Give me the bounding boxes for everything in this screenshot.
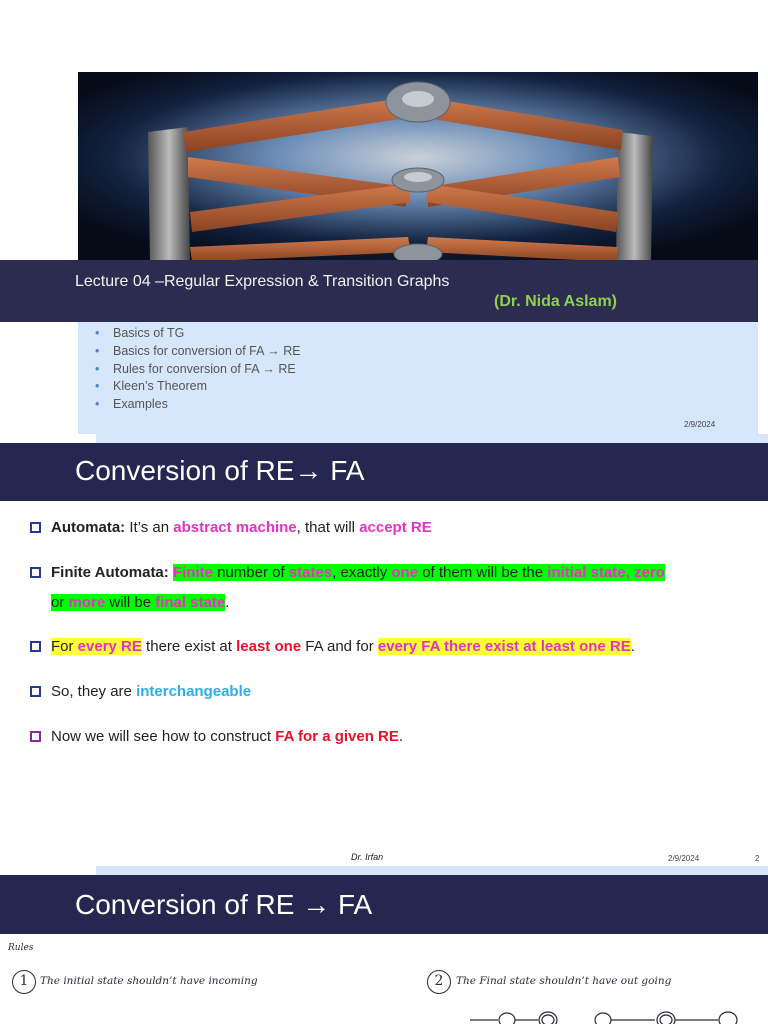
highlight-text: FA for a given RE xyxy=(275,728,399,745)
bullet-every-re xyxy=(51,632,741,662)
highlight-text: every FA there exist at least one RE xyxy=(377,638,631,655)
topic-item: • Basics of TG xyxy=(95,325,301,343)
rules-label: Rules xyxy=(8,943,34,953)
bullet-text: , exactly xyxy=(332,564,392,581)
highlight-text: initial state, zero xyxy=(547,564,665,581)
bullet-text: of them will be the xyxy=(418,564,548,581)
bullet-automata xyxy=(51,513,741,543)
footer-date: 2/9/2024 xyxy=(668,854,700,863)
topics-list xyxy=(95,325,301,414)
bullet-marker xyxy=(30,722,51,752)
slide-title: Conversion of RE → FA xyxy=(75,889,373,920)
lecture-title-band xyxy=(0,260,758,322)
bullet-marker xyxy=(30,632,51,662)
slide-title: Conversion of RE→ FA xyxy=(75,455,365,486)
topic-item: • Examples xyxy=(95,396,301,414)
rule-number: 2 xyxy=(427,970,451,994)
bullet-text: . xyxy=(630,638,635,655)
highlight-text: final state xyxy=(155,594,226,611)
rule-number: 1 xyxy=(12,970,36,994)
bullet-text: there exist at xyxy=(141,638,237,655)
slide-divider xyxy=(96,434,768,443)
highlight-text: states xyxy=(288,564,333,581)
bullet-interchangeable xyxy=(51,677,741,707)
bullet-marker xyxy=(30,558,51,588)
highlight-text: one xyxy=(391,564,419,581)
bullet-text: . xyxy=(225,594,230,611)
topic-item: • Basics for conversion of FA → RE xyxy=(95,343,301,361)
lecture-title: Lecture 04 –Regular Expression & Transition Graphs xyxy=(75,273,450,290)
topic-item: • Kleen’s Theorem xyxy=(95,378,301,396)
slide-divider xyxy=(96,866,768,875)
bullet-construct-fa xyxy=(51,722,741,752)
highlight-text: least one xyxy=(236,638,302,655)
bullet-text: For xyxy=(51,638,78,655)
bullet-text: number of xyxy=(212,564,289,581)
bullet-text: It’s an xyxy=(125,519,174,536)
bullet-marker xyxy=(30,677,51,707)
bullet-marker xyxy=(30,513,51,543)
lecture-cover-image xyxy=(78,72,758,262)
bullet-text: will be xyxy=(105,594,156,611)
bullet-text: , that will xyxy=(296,519,360,536)
state-diagram-sketch xyxy=(460,1008,768,1024)
highlight-text: abstract machine xyxy=(173,519,297,536)
highlight-text: interchangeable xyxy=(136,683,252,700)
bullet-lead: Finite Automata: xyxy=(51,564,173,581)
slide-date: 2/9/2024 xyxy=(684,420,716,429)
bullet-text: So, they are xyxy=(51,683,137,700)
rule-text: The Final state shouldn’t have out going xyxy=(456,975,672,987)
rule-text: The initial state shouldn’t have incoming xyxy=(40,975,258,987)
lecture-author: (Dr. Nida Aslam) xyxy=(494,293,617,310)
highlight-text: more xyxy=(68,594,106,611)
highlight-text: Finite xyxy=(172,564,213,581)
bullet-finite-automata xyxy=(51,558,741,618)
bullet-text: . xyxy=(398,728,404,745)
topic-item: • Rules for conversion of FA → RE xyxy=(95,361,301,379)
bullet-text: or xyxy=(51,594,69,611)
highlight-text: every RE xyxy=(77,638,142,655)
highlight-text: accept RE xyxy=(359,519,432,536)
bullet-lead: Automata: xyxy=(51,519,126,536)
page-number: 2 xyxy=(755,854,760,863)
bullet-text: FA and for xyxy=(301,638,378,655)
footer-author: Dr. Irfan xyxy=(351,852,384,862)
bullet-text: Now we will see how to construct xyxy=(51,728,276,745)
